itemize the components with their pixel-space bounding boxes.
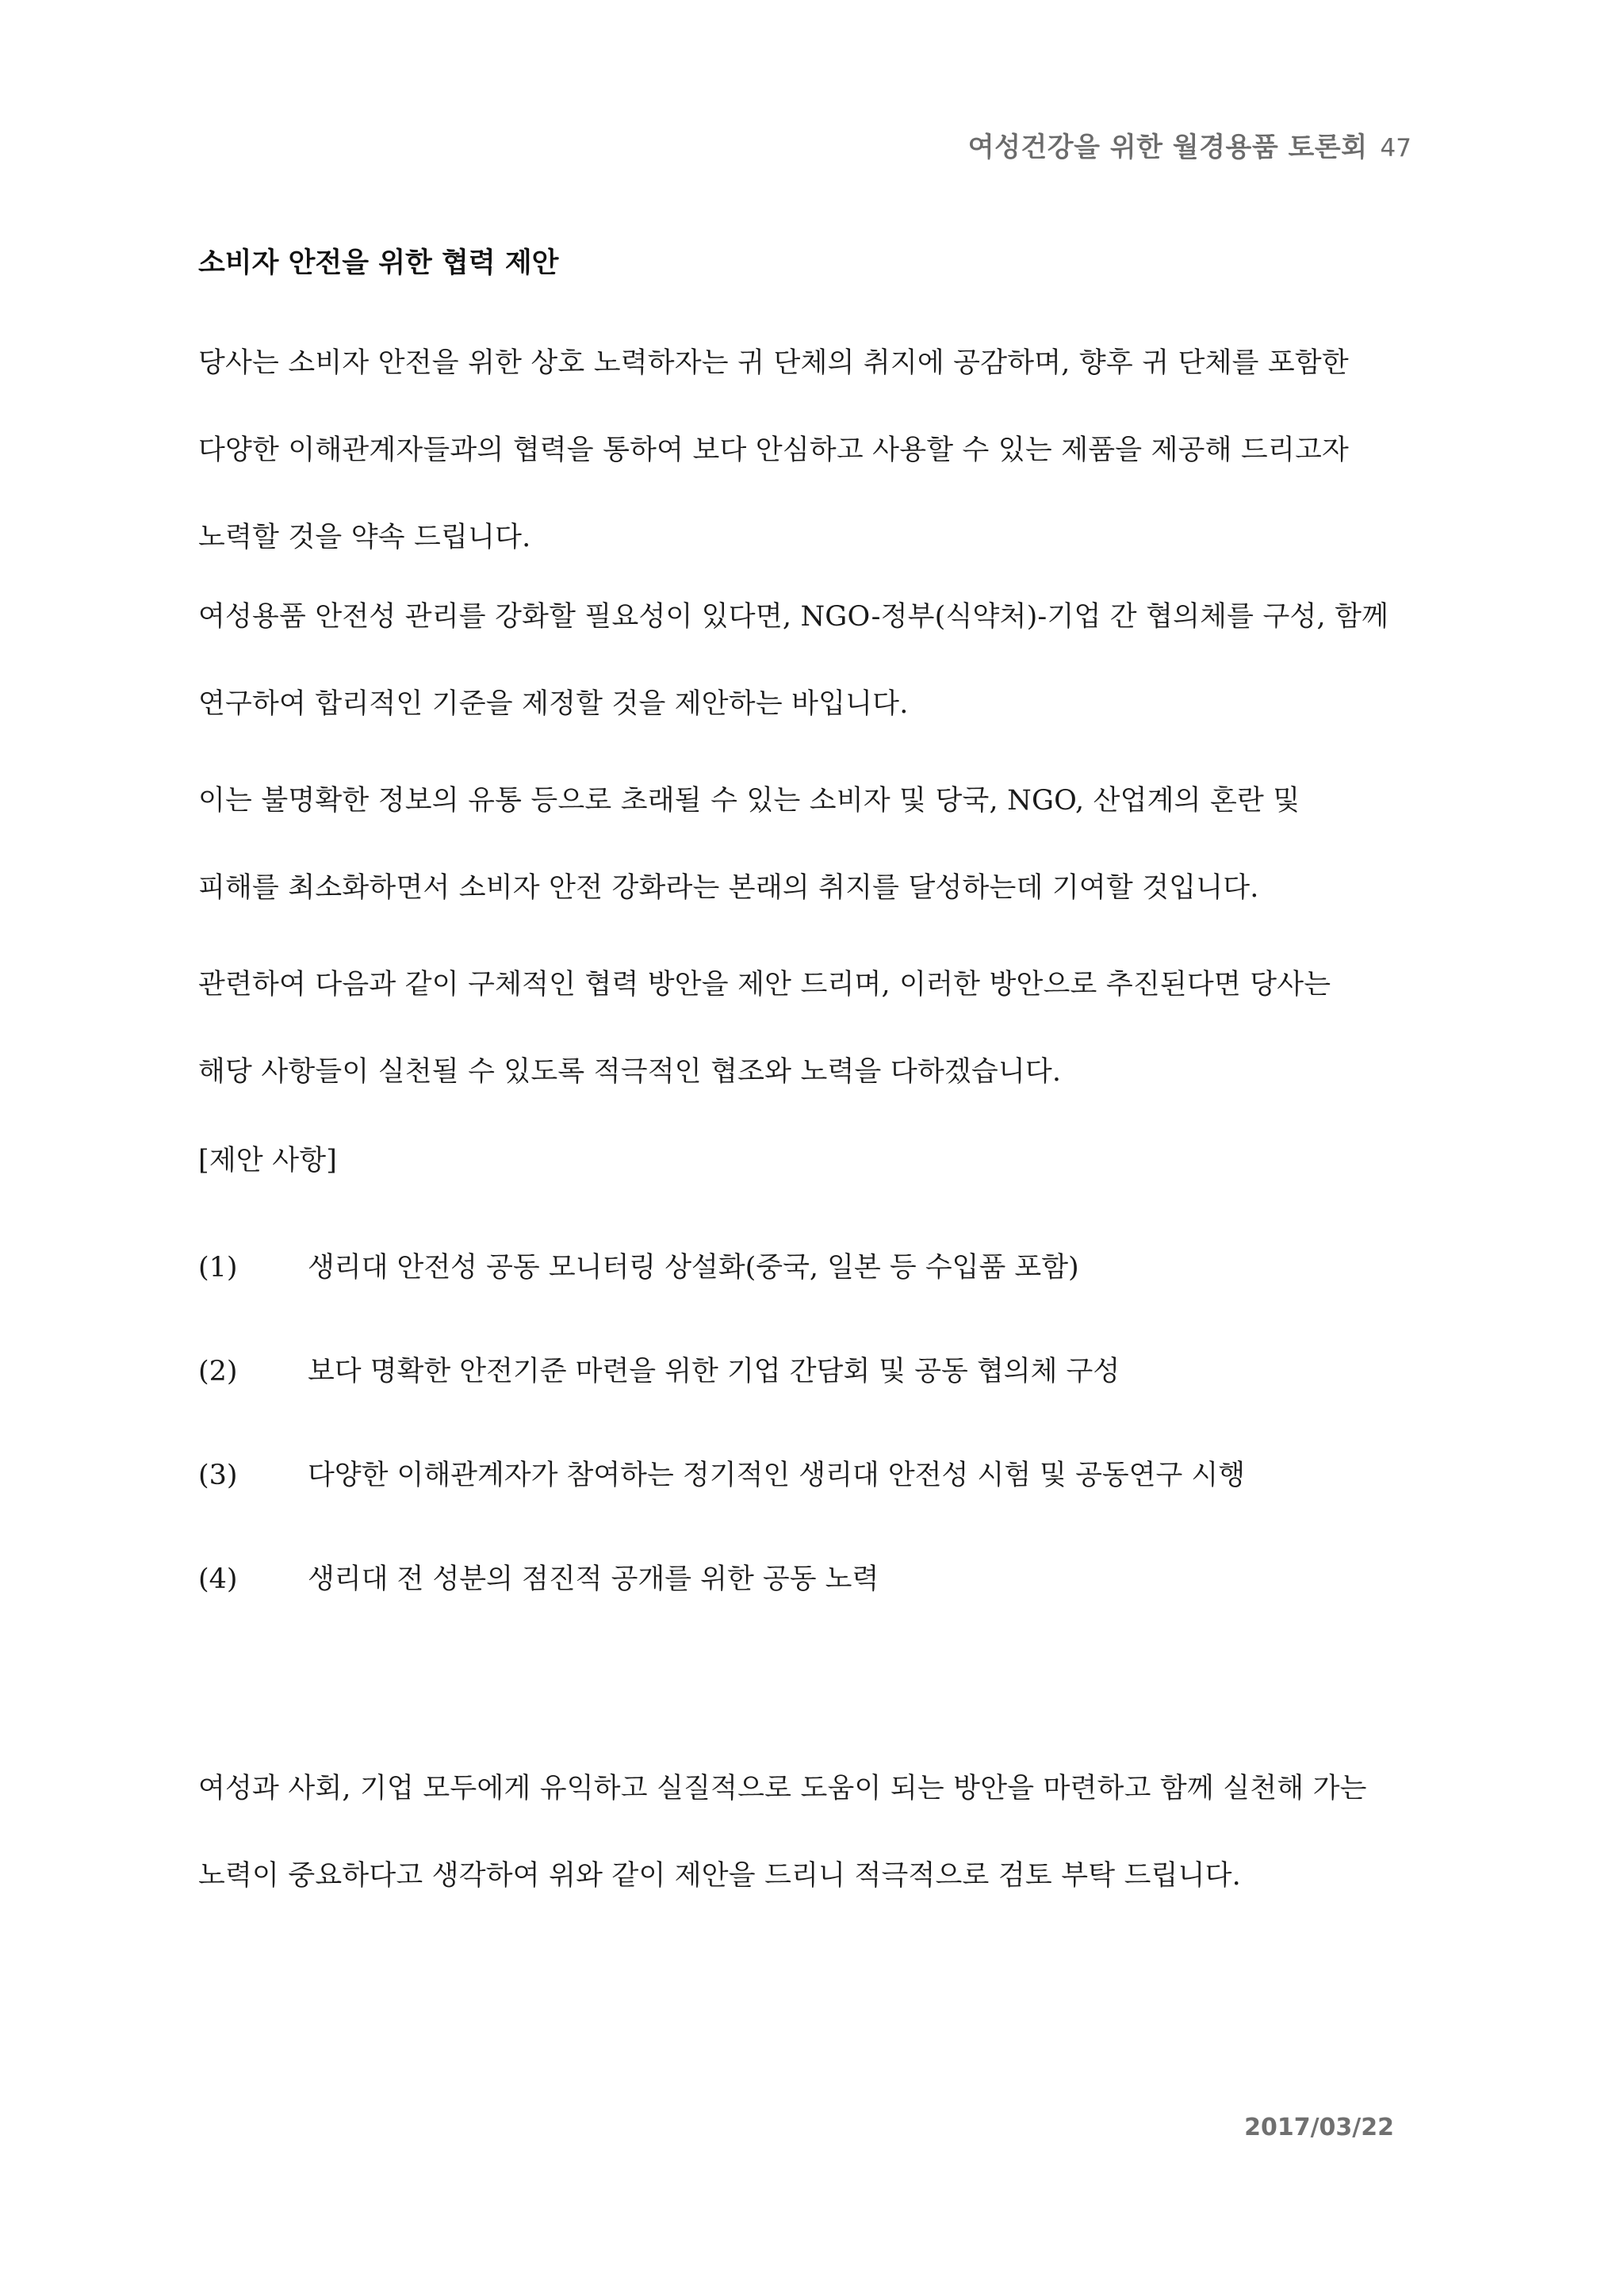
proposal-number: (2) bbox=[198, 1356, 238, 1387]
proposal-item-2 bbox=[198, 1352, 1120, 1391]
paragraph-line: 노력이 중요하다고 생각하여 위와 같이 제안을 드리니 적극적으로 검토 부탁 드립니다. bbox=[198, 1860, 1241, 1892]
paragraph-line: 관련하여 다음과 같이 구체적인 협력 방안을 제안 드리며, 이러한 방안으로 추진된다면 당사는 bbox=[198, 969, 1331, 1001]
proposal-text: 생리대 안전성 공동 모니터링 상설화(중국, 일본 등 수입품 포함) bbox=[308, 1252, 1079, 1284]
proposal-text: 생리대 전 성분의 점진적 공개를 위한 공동 노력 bbox=[308, 1563, 879, 1595]
paragraph-line: 다양한 이해관계자들과의 협력을 통하여 보다 안심하고 사용할 수 있는 제품을 제공해 드리고자 bbox=[198, 434, 1349, 466]
proposal-item-4 bbox=[198, 1559, 879, 1599]
proposal-text: 다양한 이해관계자가 참여하는 정기적인 생리대 안전성 시험 및 공동연구 시행 bbox=[308, 1460, 1246, 1491]
paragraph-line: 연구하여 합리적인 기준을 제정할 것을 제안하는 바입니다. bbox=[198, 688, 909, 720]
paragraph-line: 여성과 사회, 기업 모두에게 유익하고 실질적으로 도움이 되는 방안을 마련하고 함께 실천해 가는 bbox=[198, 1773, 1367, 1804]
section-title: 소비자 안전을 위한 협력 제안 bbox=[198, 247, 559, 279]
paragraph-1 bbox=[198, 320, 1435, 581]
paragraph-3 bbox=[198, 757, 1435, 932]
closing-paragraph bbox=[198, 1745, 1435, 1919]
page-number: 47 bbox=[1380, 134, 1411, 163]
proposal-number: (3) bbox=[198, 1460, 238, 1491]
proposal-number: (1) bbox=[198, 1252, 238, 1284]
paragraph-line: 노력할 것을 약속 드립니다. bbox=[198, 522, 531, 553]
page-header bbox=[968, 125, 1411, 164]
header-title: 여성건강을 위한 월경용품 토론회 bbox=[967, 132, 1368, 163]
proposals-label: [제안 사항] bbox=[198, 1145, 338, 1177]
paragraph-line: 피해를 최소화하면서 소비자 안전 강화라는 본래의 취지를 달성하는데 기여할 것입니다. bbox=[198, 872, 1259, 904]
paragraph-line: 당사는 소비자 안전을 위한 상호 노력하자는 귀 단체의 취지에 공감하며, 향후 귀 단체를 포함한 bbox=[198, 347, 1349, 379]
paragraph-line: 여성용품 안전성 관리를 강화할 필요성이 있다면, NGO-정부(식약처)-기업 간 협의체를 구성, 함께 bbox=[198, 601, 1389, 633]
paragraph-2 bbox=[198, 573, 1435, 748]
paragraph-line: 해당 사항들이 실천될 수 있도록 적극적인 협조와 노력을 다하겠습니다. bbox=[198, 1056, 1062, 1088]
proposal-item-3 bbox=[198, 1456, 1245, 1495]
paragraph-4 bbox=[198, 941, 1435, 1115]
proposals-label-block bbox=[198, 1117, 1435, 1204]
paragraph-line: 이는 불명확한 정보의 유통 등으로 초래될 수 있는 소비자 및 당국, NGO, 산업계의 혼란 및 bbox=[198, 785, 1300, 817]
footer-date: 2017/03/22 bbox=[1244, 2114, 1394, 2141]
proposal-text: 보다 명확한 안전기준 마련을 위한 기업 간담회 및 공동 협의체 구성 bbox=[308, 1356, 1120, 1387]
proposal-item-1 bbox=[198, 1248, 1079, 1288]
proposal-number: (4) bbox=[198, 1563, 238, 1595]
